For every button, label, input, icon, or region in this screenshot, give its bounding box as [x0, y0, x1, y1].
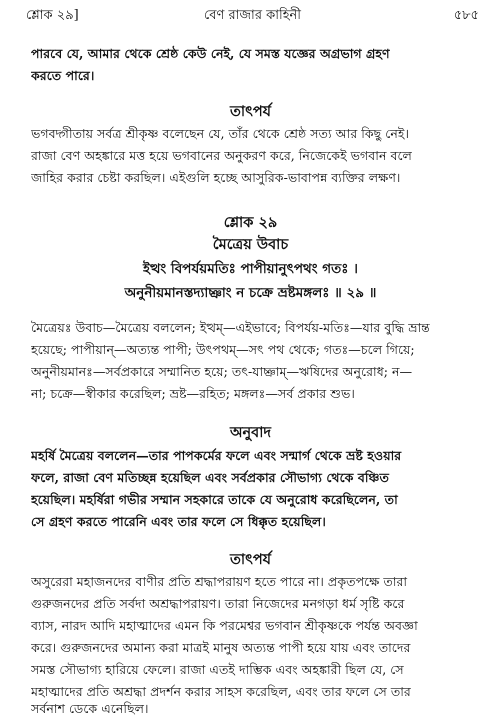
purport-line: সমস্ত সৌভাগ্য হারিয়ে ফেলে। রাজা এতই দাম্ভিক এবং অহঙ্কারী ছিল যে, সে	[31, 662, 404, 677]
translation-line: মহর্ষি মৈত্রেয় বললেন—তার পাপকর্মের ফলে এবং সন্মার্গ থেকে ভ্রষ্ট হওয়ার	[31, 448, 402, 463]
purport-line: ভগবদ্গীতায় সর্বত্র শ্রীকৃষ্ণ বলেছেন যে, তাঁর থেকে শ্রেষ্ঠ সত্য আর কিছু নেই।	[31, 126, 409, 141]
purport-line: ব্যাস, নারদ আদি মহাত্মাদের এমন কি পরমেশ্বর ভগবান শ্রীকৃষ্ণকে পর্যন্ত অবজ্ঞা	[31, 618, 418, 633]
purport-line: জাহির করার চেষ্টা করছিল। এইগুলি হচ্ছে আসুরিক-ভাবাপন্ন ব্যক্তির লক্ষণ।	[31, 170, 401, 185]
purport-line: গুরুজনদের প্রতি সর্বদা অশ্রদ্ধাপরায়ণ। তারা নিজেদের মনগড়া ধর্ম সৃষ্টি করে	[31, 596, 405, 611]
verse-number: শ্লোক ২৯	[223, 214, 278, 231]
translation-line: ফলে, রাজা বেণ মতিচ্ছন্ন হয়েছিল এবং সর্বপ্রকার সৌভাগ্য থেকে বঞ্চিত	[31, 470, 389, 485]
purport-heading: তাৎপর্য	[229, 103, 272, 120]
translation-line: হয়েছিল। মহর্ষিরা গভীর সম্মান সহকারে তাকে যে অনুরোধ করেছিলেন, তা	[31, 492, 398, 507]
running-header	[26, 6, 479, 26]
translation-line: সে গ্রহণ করতে পারেনি এবং তার ফলে সে ধিক্কৃত হয়েছিল।	[31, 514, 326, 529]
intro-line: পারবে যে, আমার থেকে শ্রেষ্ঠ কেউ নেই, যে সমস্ত যজ্ঞের অগ্রভাগ গ্রহণ	[31, 46, 390, 61]
header-chapter-title: বেণ রাজার কাহিনী	[204, 8, 301, 23]
synonyms-line: অনুনীয়মানঃ—সর্বপ্রকারে সম্মানিত হয়ে; তৎ-যাচ্ঞাম্—ঋষিদের অনুরোধ; ন—	[31, 364, 413, 379]
purport-line: রাজা বেণ অহঙ্কারে মত্ত হয়ে ভগবানের অনুকরণ করে, নিজেকেই ভগবান বলে	[31, 148, 412, 163]
purport-line: সর্বনাশ ডেকে এনেছিল।	[31, 701, 149, 716]
synonyms-line: হয়েছে; পাপীয়ান্—অত্যন্ত পাপী; উৎপথম্—সৎ পথ থেকে; গতঃ—চলে গিয়ে;	[31, 342, 415, 357]
purport-line: অসুরেরা মহাজনদের বাণীর প্রতি শ্রদ্ধাপরায়ণ হতে পারে না। প্রকৃতপক্ষে তারা	[31, 574, 408, 589]
synonyms-line: মৈত্রেয়ঃ উবাচ—মৈত্রেয় বললেন; ইত্থম্—এইভাবে; বিপর্যয়-মতিঃ—যার বুদ্ধি ভ্রান্ত	[31, 320, 430, 335]
synonyms-line: না; চক্রে—স্বীকার করেছিল; ভ্রষ্ট—রহিত; মঙ্গলঃ—সর্ব প্রকার শুভ।	[31, 386, 355, 401]
verse-line: অনুনীয়মানস্তদ্যাচ্ঞাং ন চক্রে ভ্রষ্টমঙ্গলঃ ॥ ২৯ ॥	[124, 285, 377, 301]
header-page-number: ৫৮৫	[453, 8, 479, 23]
purport-line: মহাত্মাদের প্রতি অশ্রদ্ধা প্রদর্শন করার সাহস করেছিল, এবং তার ফলে সে তার	[31, 684, 411, 699]
purport-line: করে। গুরুজনদের অমান্য করা মাত্রই মানুষ অত্যন্ত পাপী হয়ে যায় এবং তাদের	[31, 640, 411, 655]
header-verse-ref: শ্লোক ২৯]	[26, 8, 79, 23]
purport-heading: তাৎপর্য	[229, 551, 272, 568]
verse-speaker: মৈত্রেয় উবাচ	[212, 236, 289, 253]
intro-line: করতে পারে।	[31, 68, 95, 83]
translation-heading: অনুবাদ	[229, 424, 272, 441]
verse-line: ইত্থং বিপর্যয়মতিঃ পাপীয়ানুৎপথং গতঃ ।	[143, 261, 358, 277]
